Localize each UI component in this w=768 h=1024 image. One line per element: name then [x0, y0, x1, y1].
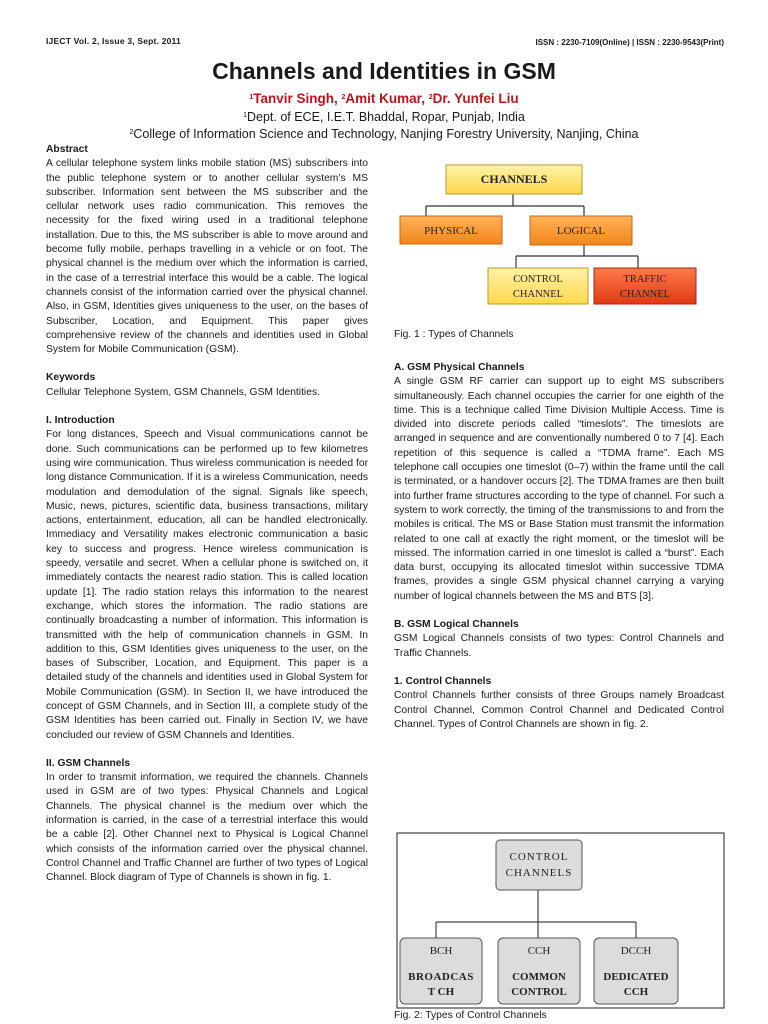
affiliation-2	[0, 127, 768, 141]
fig2-bch-label-3: T CH	[427, 986, 455, 998]
fig1-control-label: CONTROL	[513, 274, 563, 285]
abstract-text: A cellular telephone system links mobile station (MS) subscribers into the public telephone system or to another cellular system’s MS subscriber. Information sent between the MS subscriber and the cellular network uses radio communication. This removes the necessity for the fixed wiring used in a traditional telephone installation. Due to this, the MS subscriber is able to move around and become fully mobile, perhaps travelling in a vehicle or on foot. The physical channel is the medium over which the information is carried, in the case of a terrestrial interface this would be a cable. The logical channels consist of the information carried over the physical channel. Also, in GSM, Identities gives uniqueness to the user, on the bases of Subscriber, Location, and Equipment. This paper gives comprehensive review of the channels and identities used in Global System for Mobile Communication (GSM).	[46, 158, 368, 356]
left-column	[46, 143, 368, 900]
fig2-caption: Fig. 2: Types of Control Channels	[394, 1010, 547, 1021]
fig1-channels-label: CHANNELS	[480, 172, 548, 186]
fig1-diagram	[396, 158, 726, 310]
author-sup: 1	[249, 94, 254, 101]
aff-sup: 2	[129, 129, 134, 136]
issn-header: ISSN : 2230-7109(Online) | ISSN : 2230-9543(Print)	[535, 38, 724, 47]
fig2-cch-label: CCH	[527, 945, 551, 957]
keywords-heading: Keywords	[46, 372, 96, 384]
intro-text: For long distances, Speech and Visual communications cannot be done. Such communications can be performed up to few kilometres using wire communication. Thus wireless communication is needed for long distance Communication. If it is a wireless Communication, needs modulation and demodulation of the signal. Signals like speech, Music, news, pictures, scientific data, business transactions, military actions, entertainment, education, all can be handled electronically. Immediacy and Versatility makes electronic communication a basic key to success and progress. Hence wireless communication is speedy, versatile and secret. When a cellular phone is switched on, it immediately contacts the nearest radio station. This is called location update [1]. The radio station relays this information to the nearest exchange, which stores the information. The radio stations are continually broadcasting a number of information. This information is transmitted with the help of communication channels in GSM. In addition to this, GSM Identities gives uniqueness to the user, on the bases of Subscriber, Location, and Equipment. This paper is a detailed study of the channels and identities used in Global System for Mobile Communication (GSM). In Section II, we have introduced the concept of GSM Channels, and in Section III, a complete study of the GSM Identities has been carried out. Finally in Section IV, we have concluded our review of GSM Channels and Identities.	[46, 429, 368, 741]
fig2-control-label-2: CHANNELS	[505, 867, 573, 879]
keywords-text: Cellular Telephone System, GSM Channels, GSM Identities.	[46, 386, 320, 398]
fig2-cch-label-2: COMMON	[512, 971, 566, 983]
affiliation-1	[0, 110, 768, 124]
fig2-diagram	[396, 832, 726, 1010]
fig2-dcch-label-3: CCH	[623, 986, 649, 998]
fig1-logical-label: LOGICAL	[556, 225, 606, 237]
fig2-dcch-label: DCCH	[620, 945, 652, 957]
fig1-physical-label: PHYSICAL	[424, 225, 478, 237]
author-2: Amit Kumar,	[345, 91, 429, 106]
aff-sup: 1	[243, 112, 247, 119]
fig1-caption: Fig. 1 : Types of Channels	[394, 329, 514, 340]
aff-2-text: College of Information Science and Technology, Nanjing Forestry University, Nanjing, China	[133, 127, 639, 141]
author-3: Dr. Yunfei Liu	[432, 91, 519, 106]
paper-title: Channels and Identities in GSM	[212, 58, 556, 84]
control-heading: 1. Control Channels	[394, 675, 492, 687]
physical-heading: A. GSM Physical Channels	[394, 362, 525, 373]
fig2-cch-label-3: CONTROL	[511, 986, 567, 998]
fig2-control-label: CONTROL	[509, 851, 569, 863]
author-1: Tanvir Singh,	[253, 91, 342, 106]
gsm-channels-text: In order to transmit information, we required the channels. Channels used in GSM are of two types: Physical Channels and Logical Channels. The physical channel is the medium over which the information is carried, in the case of a terrestrial interface this would be a cable [2]. Other Channel next to Physical is Logical Channel which consists of the information carried over the physical channel. Control Channel and Traffic Channel are further of two types of Logical Channel. Block diagram of Type of Channels is shown in fig. 1.	[46, 772, 368, 884]
journal-header: IJECT Vol. 2, Issue 3, Sept. 2011	[46, 36, 181, 46]
aff-1-text: Dept. of ECE, I.E.T. Bhaddal, Ropar, Punjab, India	[246, 110, 525, 124]
intro-heading: I. Introduction	[46, 415, 115, 427]
fig2-bch-label-2: BROADCAS	[408, 971, 474, 983]
right-column	[394, 361, 724, 746]
author-sup: 2	[341, 94, 346, 101]
fig1-traffic-label: TRAFFIC	[623, 274, 667, 285]
author-sup: 2	[428, 94, 433, 101]
logical-heading: B. GSM Logical Channels	[394, 619, 519, 631]
fig1-traffic-label-2: CHANNEL	[619, 289, 671, 300]
physical-text: A single GSM RF carrier can support up to eight MS subscribers simultaneously. Each channel occupies the carrier for one eighth of the time. This is a technique called Time Division Multiple Access. Time is divided into discrete periods called “timeslots”. The timeslots are arranged in sequence and are conventionally numbered 0 to 7 [4]. Each repetition of this sequence is called a “TDMA frame”. Each MS telephone call occupies one timeslot (0–7) within the frame until the call is terminated, or a handover occurs [2]. The TDMA frames are then built into further frame structures according to the type of channel. For such a system to work correctly, the timing of the transmissions to and from the mobiles is critical. The MS or Base Station must transmit the information related to one call at exactly the right moment, or the timeslot will be missed. The information carried in one timeslot is called a “burst”. Each data burst, occupying its allocated timeslot within successive TDMA frames, provides a single GSM physical channel carrying a varying number of logical channels between the MS and BTS [3].	[394, 376, 724, 602]
authors	[0, 91, 768, 106]
gsm-channels-heading: II. GSM Channels	[46, 757, 131, 769]
control-text: Control Channels further consists of three Groups namely Broadcast Control Channel, Common Control Channel and Dedicated Control Channel. Types of Control Channels are shown in fig. 2.	[394, 690, 724, 730]
fig2-dcch-label-2: DEDICATED	[603, 971, 669, 983]
abstract-heading: Abstract	[46, 144, 88, 155]
logical-text: GSM Logical Channels consists of two types: Control Channels and Traffic Channels.	[394, 633, 724, 659]
fig2-bch-label: BCH	[429, 945, 453, 957]
fig1-control-label-2: CHANNEL	[512, 289, 564, 300]
fig2-control-box	[496, 840, 582, 890]
